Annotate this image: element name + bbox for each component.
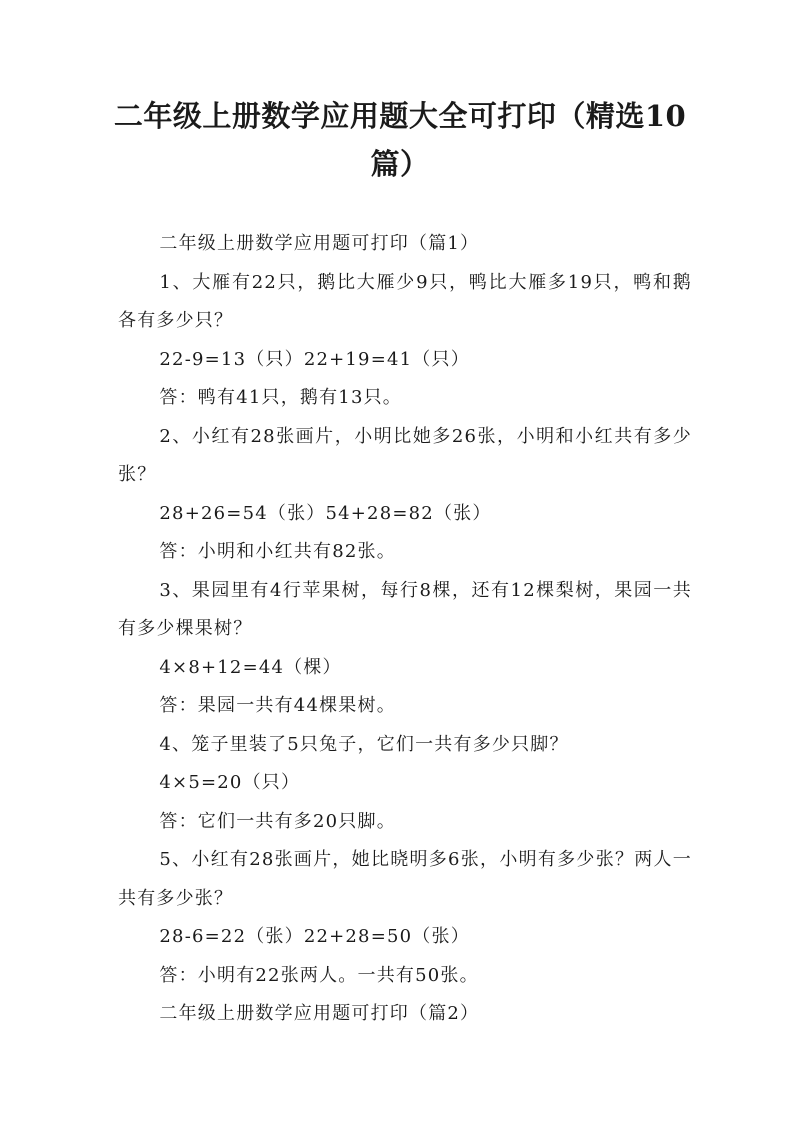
answer-text: 答：它们一共有多20只脚。 <box>159 810 396 832</box>
answer-text: 答：果园一共有44棵果树。 <box>159 695 396 716</box>
problem-text: 3、果园里有4行苹果树，每行8棵，还有12棵梨树，果园一共有多少棵果树？ <box>118 579 692 639</box>
solution-equation: 22-9=13（只）22+19=41（只） <box>159 348 470 370</box>
document-body <box>118 225 692 1034</box>
problem-text: 5、小红有28张画片，她比晓明多6张，小明有多少张？两人一共有多少张？ <box>118 849 692 909</box>
section-heading: 二年级上册数学应用题可打印（篇1） <box>159 233 480 254</box>
solution-equation: 28-6=22（张）22+28=50（张） <box>159 926 470 947</box>
problem-text: 1、大雁有22只，鹅比大雁少9只，鸭比大雁多19只，鸭和鹅各有多少只？ <box>118 271 692 331</box>
solution-equation: 28+26=54（张）54+28=82（张） <box>159 502 492 524</box>
document-title: 二年级上册数学应用题大全可打印（精选10篇） <box>113 99 687 181</box>
problem-text: 4、笼子里装了5只兔子，它们一共有多少只脚？ <box>159 733 569 755</box>
solution-equation: 4×5=20（只） <box>159 772 301 793</box>
problem-text: 2、小红有28张画片，小明比她多26张，小明和小红共有多少张？ <box>118 425 692 485</box>
solution-equation: 4×8+12=44（棵） <box>159 656 342 678</box>
answer-text: 答：鸭有41只，鹅有13只。 <box>159 387 402 408</box>
answer-text: 答：小明有22张两人。一共有50张。 <box>159 964 479 986</box>
section-heading: 二年级上册数学应用题可打印（篇2） <box>159 1003 480 1024</box>
answer-text: 答：小明和小红共有82张。 <box>159 541 396 562</box>
